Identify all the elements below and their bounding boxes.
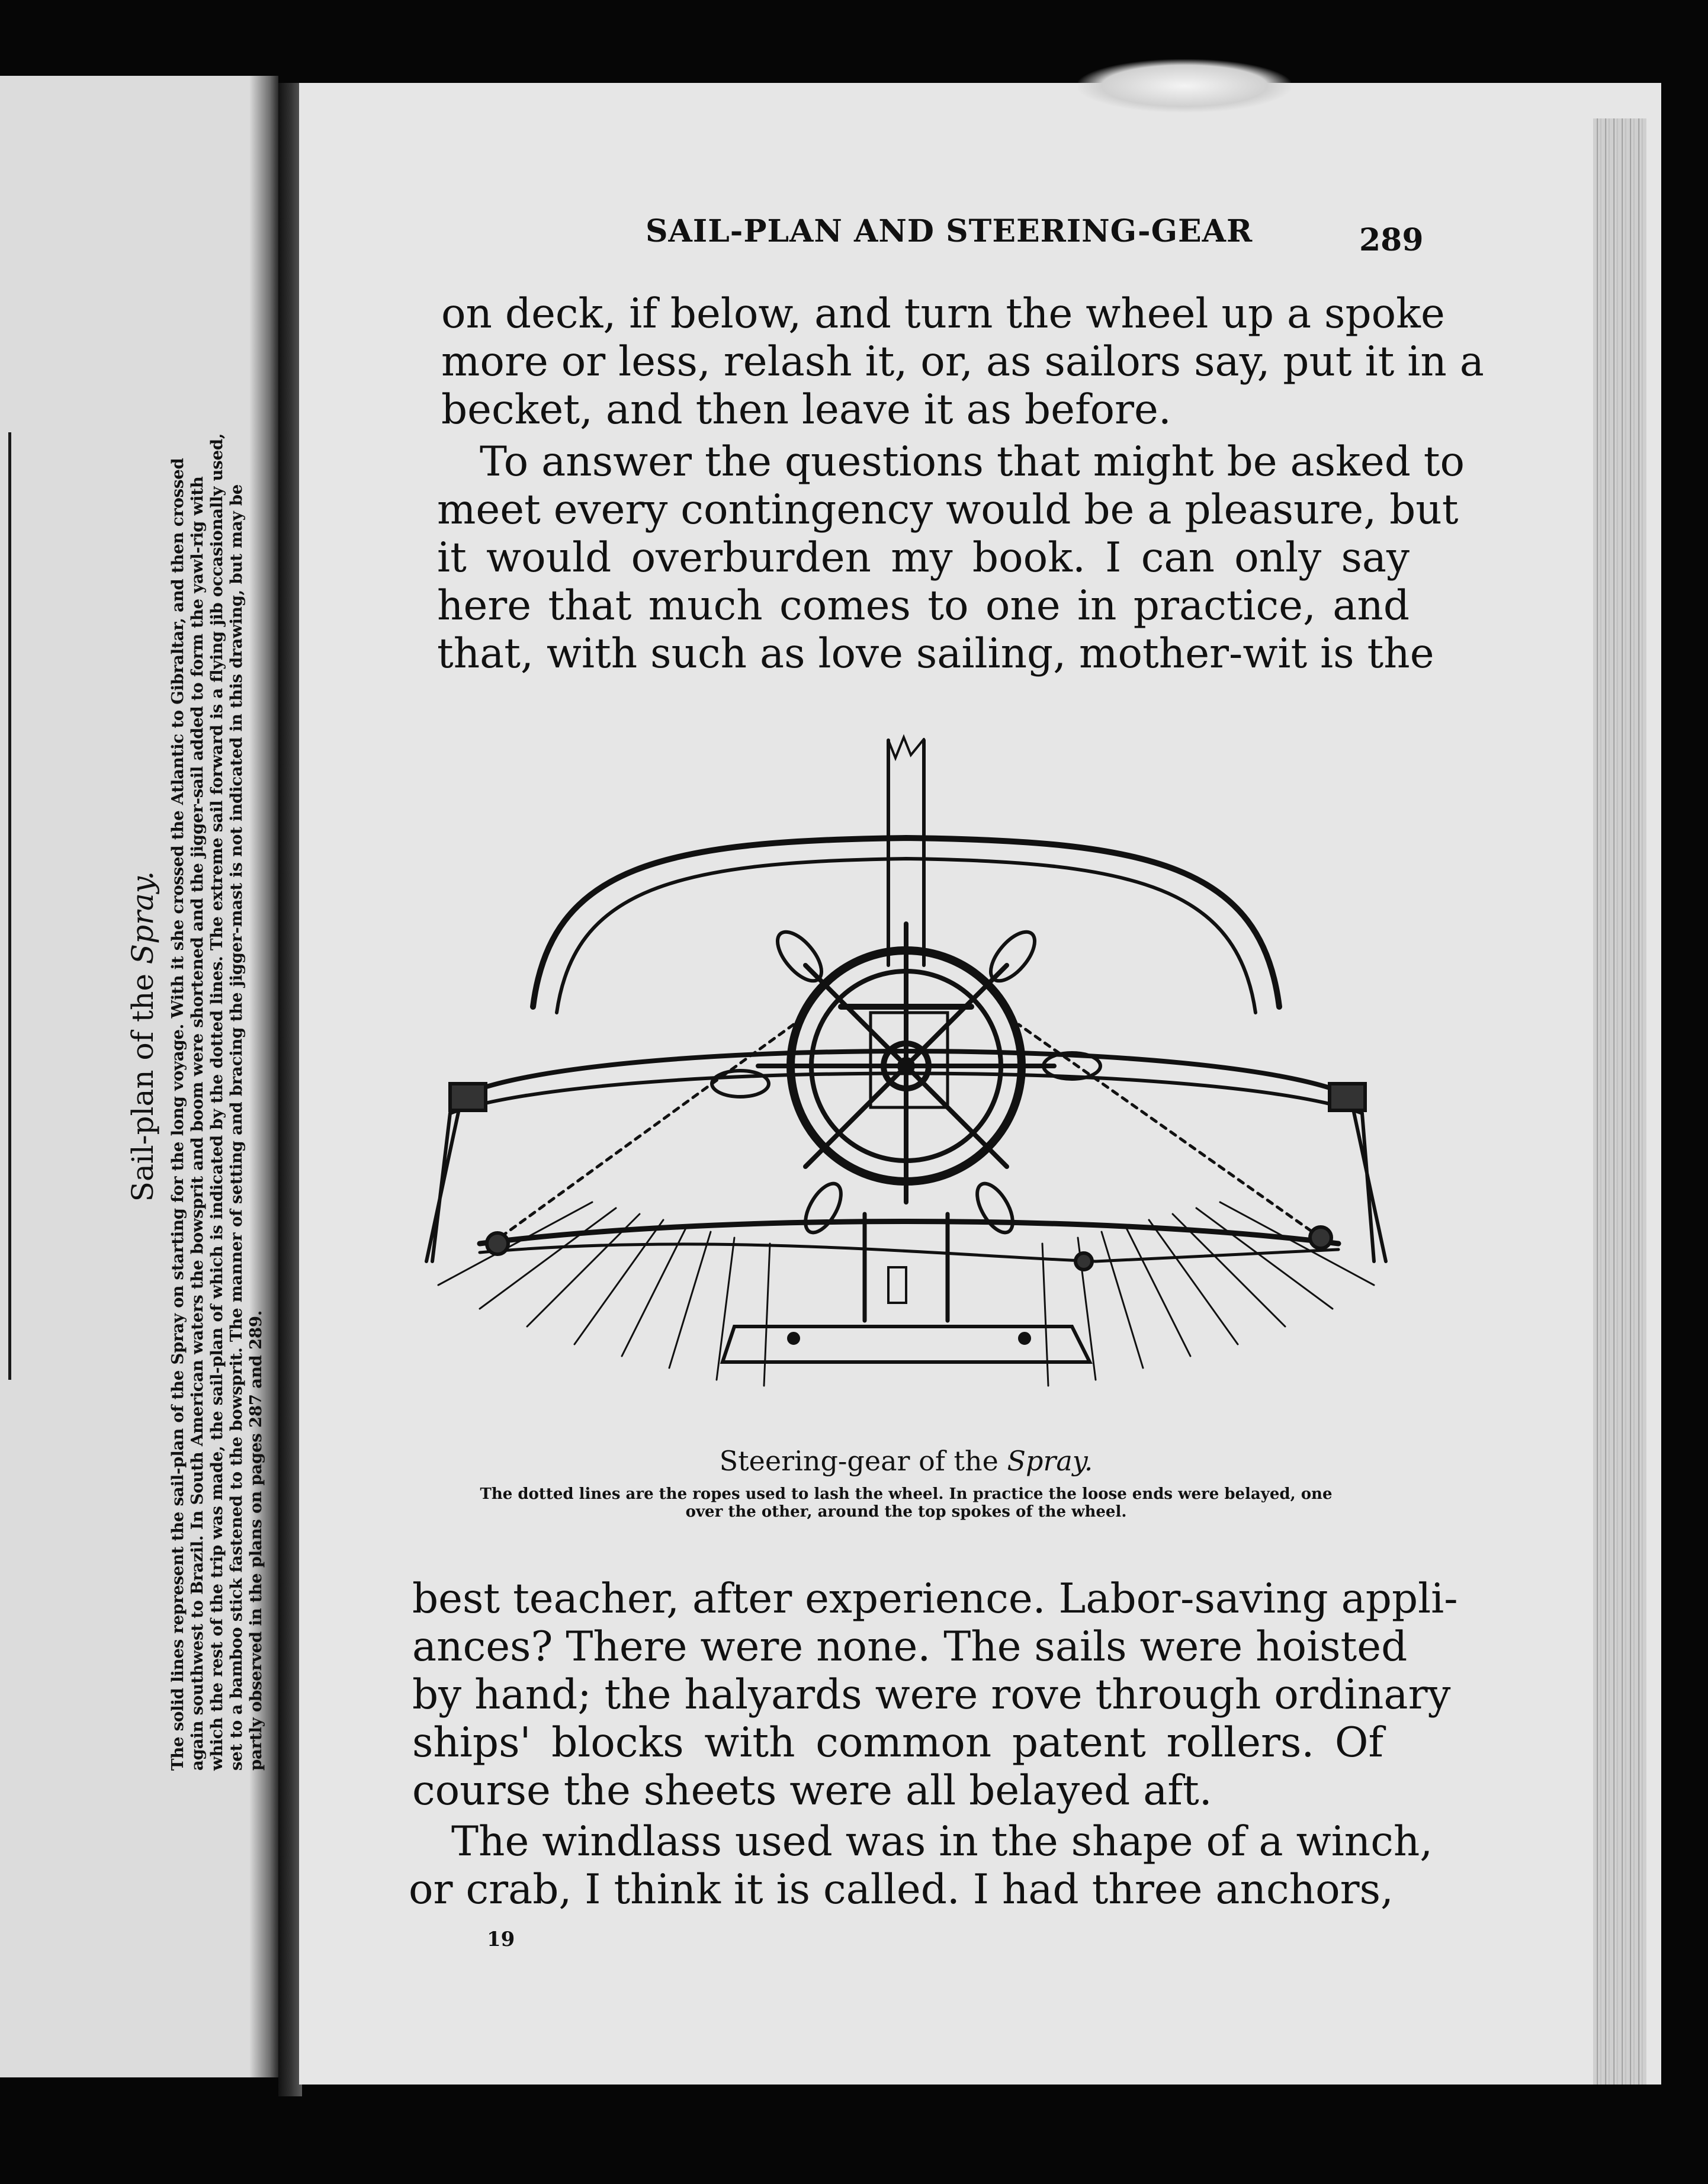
figure-note-line: over the other, around the top spokes of the wheel. <box>685 1503 1127 1521</box>
caption-line: The solid lines represent the sail-plan of the Spray on starting for the long voyage. With it she crossed the Atlantic to Gibraltar, and then crossed <box>168 458 187 1771</box>
text-line: best teacher, after experience. Labor-saving appli- <box>412 1575 1458 1623</box>
caption-line: which the rest of the trip was made, the sail-plan of which is indicated by the dotted lines. The extreme sail forward is a flying jib occasionally used, <box>207 433 226 1771</box>
figure-note <box>415 1485 1398 1521</box>
page-edges <box>1593 118 1646 2085</box>
text-line: To answer the questions that might be asked to <box>480 438 1465 486</box>
caption-line: again southwest to Brazil. In South American waters the bowsprit and boom were shortened and the jigger-sail added to form the yawl-rig with <box>188 476 207 1771</box>
paper-tear <box>1078 59 1291 113</box>
steering-gear-illustration <box>415 728 1398 1439</box>
paragraph <box>441 290 1484 434</box>
text-line: that, with such as love sailing, mother-wit is the <box>437 630 1434 677</box>
figure-caption: Steering-gear of the Spray. <box>719 1445 1093 1477</box>
paragraph <box>409 1818 1433 1914</box>
page-rule <box>8 432 11 1380</box>
text-line: ships' blocks with common patent rollers. Of <box>412 1719 1383 1767</box>
text-line: or crab, I think it is called. I had three anchors, <box>409 1866 1394 1913</box>
text-line: course the sheets were all belayed aft. <box>412 1767 1212 1814</box>
text-line: more or less, relash it, or, as sailors say, put it in a <box>441 338 1484 386</box>
text-line: it would overburden my book. I can only say <box>437 534 1410 582</box>
paragraph <box>437 438 1465 678</box>
text-line: on deck, if below, and turn the wheel up a spoke <box>441 290 1445 338</box>
paragraph <box>412 1575 1458 1815</box>
text-line: here that much comes to one in practice, and <box>437 582 1410 629</box>
signature-mark: 19 <box>487 1928 515 1951</box>
text-line: meet every contingency would be a pleasure, but <box>437 486 1459 534</box>
page-number: 289 <box>1359 222 1424 258</box>
caption-line: partly observed in the plans on pages 287 and 289. <box>246 1310 265 1771</box>
rotated-sail-plan-caption <box>124 302 302 1771</box>
sail-plan-title: Sail-plan of the Spray. <box>126 871 160 1202</box>
text-line: ances? There were none. The sails were hoisted <box>412 1623 1408 1671</box>
sail-plan-caption-body <box>168 302 266 1771</box>
book-spine <box>278 83 302 2096</box>
text-line: The windlass used was in the shape of a winch, <box>451 1818 1433 1865</box>
caption-line: set to a bamboo stick fastened to the bowsprit. The manner of setting and bracing the jigger-mast is not indicated in this drawing, but may be <box>227 484 246 1771</box>
figure-note-line: The dotted lines are the ropes used to lash the wheel. In practice the loose ends were belayed, one <box>480 1485 1333 1503</box>
running-head: SAIL-PLAN AND STEERING-GEAR <box>646 213 1253 249</box>
text-line: by hand; the halyards were rove through ordinary <box>412 1671 1451 1719</box>
text-line: becket, and then leave it as before. <box>441 386 1171 433</box>
